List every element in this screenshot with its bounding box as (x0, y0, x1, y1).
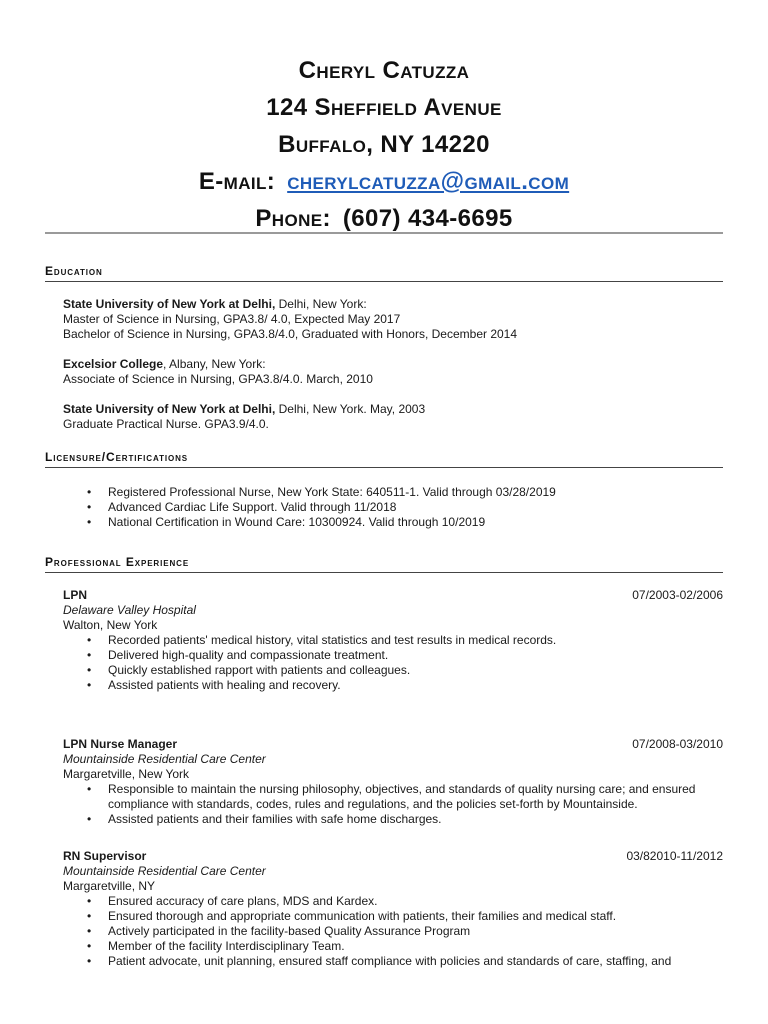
licensure-list[interactable] (87, 485, 723, 530)
email-line[interactable] (0, 163, 768, 200)
education-entry[interactable] (63, 297, 723, 342)
duty-text[interactable]: Responsible to maintain the nursing philosophy, objectives, and standards of quality nursing care; and ensured compliance with standards, codes, rules and regulations, and the policies set-forth by Mountainside. (108, 782, 696, 811)
education-entry[interactable] (63, 357, 723, 387)
employer-name[interactable]: Delaware Valley Hospital (63, 603, 196, 617)
school-name[interactable]: State University of New York at Delhi, (63, 402, 276, 416)
school-name[interactable]: State University of New York at Delhi, (63, 297, 276, 311)
job-dates[interactable]: 03/82010-11/2012 (626, 849, 723, 863)
duty-text[interactable]: Ensured thorough and appropriate communication with patients, their families and medical staff. (108, 909, 617, 923)
school-location[interactable]: Delhi, New York: (275, 297, 367, 311)
job-dates[interactable]: 07/2003-02/2006 (632, 588, 723, 602)
bullet-icon[interactable]: • (87, 485, 92, 499)
duty-text[interactable]: Actively participated in the facility-based Quality Assurance Program (108, 924, 471, 938)
degree-line[interactable]: Bachelor of Science in Nursing, GPA3.8/4.0, Graduated with Honors, December 2014 (63, 327, 518, 341)
experience-divider[interactable] (45, 572, 723, 573)
job-entry[interactable] (63, 849, 723, 969)
street-address[interactable]: 124 Sheffield Avenue (266, 94, 502, 121)
job-title[interactable]: LPN (63, 588, 87, 602)
email-label[interactable]: E-mail: (198, 168, 276, 195)
degree-line[interactable]: Associate of Science in Nursing, GPA3.8/4.0. March, 2010 (63, 372, 373, 386)
bullet-icon[interactable]: • (87, 812, 92, 826)
licensure-divider[interactable] (45, 467, 723, 468)
education-divider[interactable] (45, 281, 723, 282)
duties-list[interactable] (87, 782, 723, 827)
school-location[interactable]: Delhi, New York. May, 2003 (275, 402, 426, 416)
duty-text[interactable]: Quickly established rapport with patients and colleagues. (108, 663, 411, 677)
job-dates[interactable]: 07/2008-03/2010 (632, 737, 723, 751)
list-item[interactable] (87, 678, 723, 693)
job-entry[interactable] (63, 588, 723, 693)
city-state-zip[interactable]: Buffalo, NY 14220 (278, 131, 490, 158)
duty-text[interactable]: Assisted patients and their families with safe home discharges. (108, 812, 442, 826)
bullet-icon[interactable]: • (87, 515, 92, 529)
duty-text[interactable]: Delivered high-quality and compassionate treatment. (108, 648, 389, 662)
duty-text[interactable]: Member of the facility Interdisciplinary Team. (108, 939, 345, 953)
bullet-icon[interactable]: • (87, 678, 92, 692)
education-entry[interactable] (63, 402, 723, 432)
list-item[interactable] (87, 500, 723, 515)
bullet-icon[interactable]: • (87, 782, 92, 796)
phone-label[interactable]: Phone: (255, 205, 331, 232)
degree-line[interactable]: Master of Science in Nursing, GPA3.8/ 4.0, Expected May 2017 (63, 312, 401, 326)
list-item[interactable] (87, 894, 723, 909)
duty-text[interactable]: Patient advocate, unit planning, ensured staff compliance with policies and standards of care, staffing, and (108, 954, 672, 968)
employer-name[interactable]: Mountainside Residential Care Center (63, 864, 266, 878)
bullet-icon[interactable]: • (87, 648, 92, 662)
phone-number[interactable]: (607) 434-6695 (342, 205, 513, 232)
job-location[interactable]: Walton, New York (63, 618, 158, 632)
job-location[interactable]: Margaretville, NY (63, 879, 156, 893)
bullet-icon[interactable]: • (87, 924, 92, 938)
employer-name[interactable]: Mountainside Residential Care Center (63, 752, 266, 766)
bullet-icon[interactable]: • (87, 909, 92, 923)
list-item[interactable] (87, 515, 723, 530)
duties-list[interactable] (87, 633, 723, 693)
email-link[interactable]: cherylcatuzza@gmail.com (287, 168, 570, 195)
bullet-icon[interactable]: • (87, 954, 92, 968)
list-item[interactable] (87, 648, 723, 663)
education-heading[interactable]: Education (45, 264, 103, 278)
list-item[interactable] (87, 924, 723, 939)
duties-list[interactable] (87, 894, 723, 969)
job-location[interactable]: Margaretville, New York (63, 767, 190, 781)
applicant-name[interactable]: Cheryl Catuzza (298, 57, 470, 84)
bullet-icon[interactable]: • (87, 633, 92, 647)
list-item[interactable] (87, 782, 723, 812)
bullet-icon[interactable]: • (87, 894, 92, 908)
list-item[interactable] (87, 909, 723, 924)
licensure-heading[interactable]: Licensure/Certifications (45, 450, 189, 464)
list-item[interactable] (87, 663, 723, 678)
header-divider[interactable] (45, 232, 723, 234)
degree-line[interactable]: Graduate Practical Nurse. GPA3.9/4.0. (63, 417, 269, 431)
certification-text[interactable]: Advanced Cardiac Life Support. Valid through 11/2018 (108, 500, 397, 514)
bullet-icon[interactable]: • (87, 663, 92, 677)
duty-text[interactable]: Assisted patients with healing and recovery. (108, 678, 341, 692)
job-title[interactable]: LPN Nurse Manager (63, 737, 178, 751)
duty-text[interactable]: Ensured accuracy of care plans, MDS and Kardex. (108, 894, 378, 908)
school-location[interactable]: , Albany, New York: (163, 357, 266, 371)
certification-text[interactable]: National Certification in Wound Care: 10300924. Valid through 10/2019 (108, 515, 486, 529)
job-title[interactable]: RN Supervisor (63, 849, 147, 863)
bullet-icon[interactable]: • (87, 939, 92, 953)
list-item[interactable] (87, 485, 723, 500)
contact-header[interactable] (0, 52, 768, 237)
certification-text[interactable]: Registered Professional Nurse, New York State: 640511-1. Valid through 03/28/2019 (108, 485, 556, 499)
list-item[interactable] (87, 954, 723, 969)
list-item[interactable] (87, 633, 723, 648)
duty-text[interactable]: Recorded patients' medical history, vital statistics and test results in medical records. (108, 633, 557, 647)
experience-heading[interactable]: Professional Experience (45, 555, 190, 569)
bullet-icon[interactable]: • (87, 500, 92, 514)
school-name[interactable]: Excelsior College (63, 357, 164, 371)
list-item[interactable] (87, 812, 723, 827)
job-entry[interactable] (63, 737, 723, 827)
list-item[interactable] (87, 939, 723, 954)
